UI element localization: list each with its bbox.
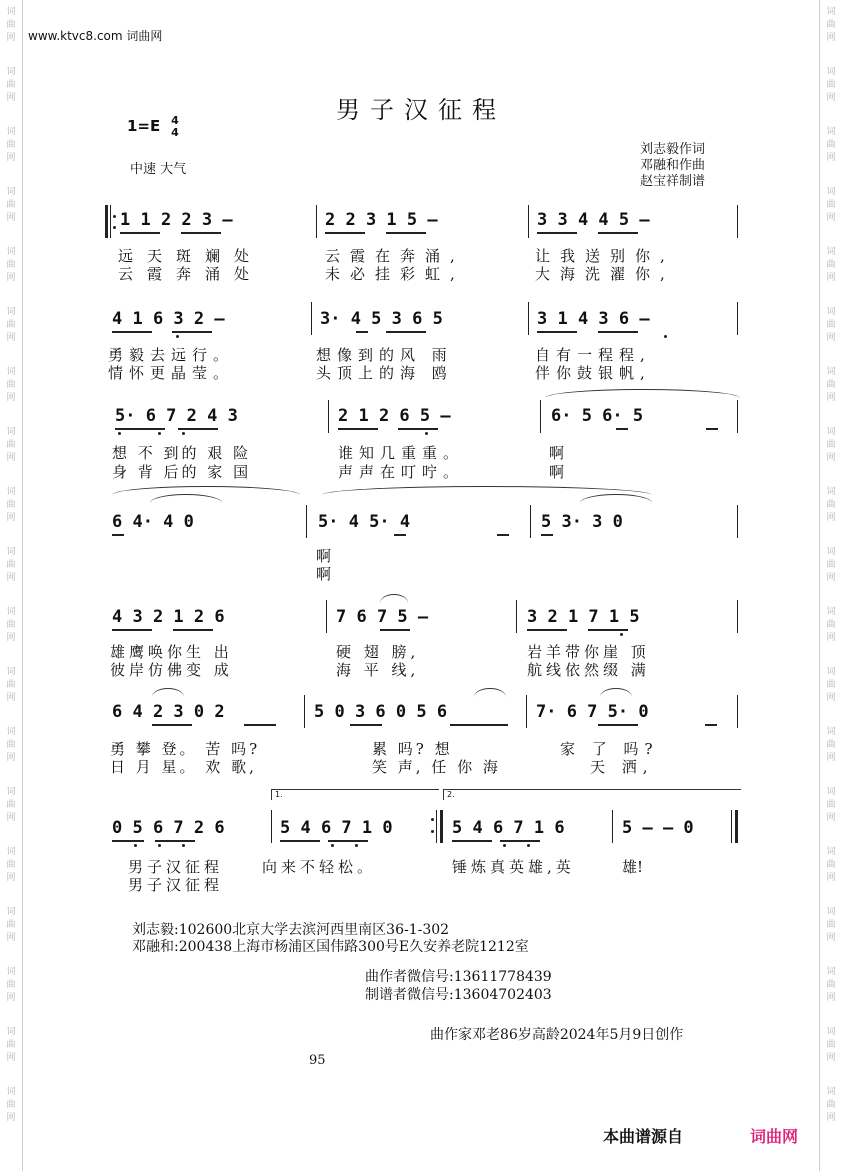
repeat-dot: [431, 830, 434, 833]
beam: [115, 428, 165, 430]
beam: [181, 232, 221, 234]
final-barline-thin: [731, 810, 732, 843]
lower-octave-dot: [134, 844, 137, 847]
lower-octave-dot: [158, 432, 161, 435]
credits: [640, 142, 705, 190]
lyric-line-2: 男子汉征程: [128, 876, 224, 894]
beam: [338, 428, 378, 430]
measure-21-notes: 5 4 6 7 1 6: [452, 818, 565, 838]
watermark-mark: 词 曲 网: [826, 967, 836, 1003]
barline: [528, 302, 529, 335]
measure-16-notes: 6 4 2 3 0 2: [112, 702, 225, 722]
slur-arc: [600, 688, 632, 697]
watermark-mark: 词 曲 网: [6, 307, 16, 343]
beam: [598, 232, 638, 234]
beam: [178, 428, 218, 430]
lyric-line-1: 勇 攀 登。 苦 吗?: [110, 740, 261, 758]
composer-address: 邓融和:200438上海市杨浦区国伟路300号E久安养老院1212室: [132, 939, 529, 955]
lower-octave-dot: [425, 432, 428, 435]
measure-15-notes: 3 2 1 7 1 5: [527, 607, 640, 627]
measure-8-notes: 2 1 2 6 5 –: [338, 406, 451, 426]
watermark-mark: 词 曲 网: [6, 7, 16, 43]
beam: [497, 534, 509, 536]
barline: [612, 810, 613, 843]
barline: [530, 505, 531, 538]
beam: [394, 534, 406, 536]
barline: [306, 505, 307, 538]
lyricist-address: 刘志毅:102600北京大学去滨河西里南区36-1-302: [132, 922, 450, 938]
lyric-line-1: 勇毅去远行。: [108, 346, 235, 364]
measure-12-notes: 5 3· 3 0: [541, 512, 623, 532]
watermark-mark: 词 曲 网: [6, 847, 16, 883]
lyric-line-2: 情怀更晶莹。: [108, 364, 235, 382]
slur-arc: [150, 494, 222, 503]
beam: [244, 724, 276, 726]
barline: [516, 600, 517, 633]
lyric-line-1: 男子汉征程: [128, 858, 224, 876]
barline: [526, 695, 527, 728]
final-barline-thick: [735, 810, 738, 843]
lyric-line-1: 自有一程程,: [535, 346, 651, 364]
repeat-start-barline: [105, 205, 108, 238]
lyric-line-2: 航线依然缀 满: [527, 661, 650, 679]
repeat-dot: [431, 818, 434, 821]
lyric-line-1: 岩羊带你崖 顶: [527, 643, 650, 661]
beam: [112, 331, 152, 333]
measure-14-notes: 7 6 7 5 –: [336, 607, 429, 627]
lyric-line-2: 伴你鼓银帆,: [535, 364, 651, 382]
watermark-mark: 词 曲 网: [6, 907, 16, 943]
watermark-mark: 词 曲 网: [826, 427, 836, 463]
key-signature: 1=E: [127, 117, 161, 135]
lyric-line-1: 累 吗? 想: [372, 740, 453, 758]
arranger-wechat: 制谱者微信号:13604702403: [365, 987, 552, 1003]
measure-13-notes: 4 3 2 1 2 6: [112, 607, 225, 627]
beam: [616, 428, 628, 430]
watermark-mark: 词 曲 网: [826, 247, 836, 283]
watermark-mark: 词 曲 网: [826, 727, 836, 763]
watermark-mark: 词 曲 网: [826, 1087, 836, 1123]
beam: [537, 232, 577, 234]
watermark-mark: 词 曲 网: [826, 547, 836, 583]
tie-arc: [580, 494, 652, 503]
watermark-mark: 词 曲 网: [826, 667, 836, 703]
measure-7-notes: 5· 6 7 2 4 3: [115, 406, 238, 426]
lower-octave-dot: [118, 432, 121, 435]
watermark-mark: 词 曲 网: [826, 787, 836, 823]
barline: [316, 205, 317, 238]
watermark-mark: 词 曲 网: [6, 367, 16, 403]
watermark-mark: 词 曲 网: [826, 127, 836, 163]
measure-18-notes: 7· 6 7 5· 0: [536, 702, 649, 722]
site-name[interactable]: 词曲网: [126, 29, 163, 43]
beam: [120, 232, 160, 234]
source-site-link[interactable]: 词曲网: [750, 1127, 799, 1146]
lyric-line-2: 啊: [549, 463, 565, 481]
watermark-mark: 词 曲 网: [826, 367, 836, 403]
watermark-mark: 词 曲 网: [6, 427, 16, 463]
watermark-mark: 词 曲 网: [6, 727, 16, 763]
beam: [173, 629, 213, 631]
beam: [500, 840, 540, 842]
watermark-mark: 词 曲 网: [6, 187, 16, 223]
lyric-line-1: 啊: [549, 444, 565, 462]
lyric-line-2: 彼岸仿佛变 成: [110, 661, 233, 679]
lower-octave-dot: [664, 335, 667, 338]
watermark-mark: 词 曲 网: [826, 7, 836, 43]
beam: [541, 534, 553, 536]
page-number: 95: [309, 1053, 326, 1068]
lower-octave-dot: [620, 633, 623, 636]
barline: [326, 600, 327, 633]
measure-4-notes: 4 1 6 3 2 –: [112, 309, 225, 329]
measure-17-notes: 5 0 3 6 0 5 6: [314, 702, 448, 722]
watermark-mark: 词 曲 网: [6, 127, 16, 163]
repeat-end-barline-thick: [440, 810, 443, 843]
left-watermark-strip: [0, 0, 23, 1171]
lower-octave-dot: [158, 844, 161, 847]
beam: [452, 840, 492, 842]
measure-3-notes: 3 3 4 4 5 –: [537, 210, 650, 230]
barline: [528, 205, 529, 238]
site-header[interactable]: [28, 27, 162, 44]
watermark-mark: 词 曲 网: [6, 967, 16, 1003]
barline: [737, 695, 738, 728]
time-signature-top: 4: [171, 114, 179, 127]
beam: [598, 331, 638, 333]
measure-2-notes: 2 2 3 1 5 –: [325, 210, 438, 230]
lyric-line-2: 海 平 线,: [336, 661, 420, 679]
beam: [705, 724, 717, 726]
watermark-mark: 词 曲 网: [6, 1027, 16, 1063]
measure-9-notes: 6· 5 6· 5: [551, 406, 644, 426]
lyric-line-2: 云霞奔涌处: [118, 265, 264, 283]
measure-20-notes: 5 4 6 7 1 0: [280, 818, 393, 838]
watermark-mark: 词 曲 网: [6, 547, 16, 583]
barline: [737, 600, 738, 633]
watermark-mark: 词 曲 网: [6, 607, 16, 643]
measure-1-notes: 1 1 2 2 3 –: [120, 210, 233, 230]
second-ending-bracket: 2.: [443, 789, 741, 800]
lower-octave-dot: [503, 844, 506, 847]
lyric-line-2: 头顶上的海 鸥: [316, 364, 453, 382]
beam: [112, 840, 144, 842]
lower-octave-dot: [527, 844, 530, 847]
right-watermark-strip: [819, 0, 842, 1171]
barline: [737, 505, 738, 538]
beam: [537, 331, 577, 333]
lyric-line-1: 锤炼真英雄,英: [452, 858, 575, 876]
watermark-mark: 词 曲 网: [826, 487, 836, 523]
lower-octave-dot: [331, 844, 334, 847]
first-ending-bracket: 1.: [271, 789, 439, 800]
lyric-line-2: 日 月 星。 欢 歌,: [110, 758, 257, 776]
slur-arc: [380, 594, 408, 603]
lyric-line-2: 声声在叮咛。: [338, 463, 465, 481]
measure-10-notes: 6 4· 4 0: [112, 512, 194, 532]
lower-octave-dot: [182, 844, 185, 847]
watermark-mark: 词 曲 网: [826, 67, 836, 103]
watermark-mark: 词 曲 网: [826, 907, 836, 943]
watermark-mark: 词 曲 网: [6, 1087, 16, 1123]
beam: [386, 331, 426, 333]
barline: [271, 810, 272, 843]
beam: [380, 629, 410, 631]
lyric-line-1: 想 不 到的 艰 险: [112, 444, 252, 462]
beam: [706, 428, 718, 430]
barline: [311, 302, 312, 335]
tie-arc: [545, 389, 740, 398]
barline: [328, 400, 329, 433]
watermark-mark: 词 曲 网: [6, 247, 16, 283]
lyric-line-2: 啊: [316, 565, 332, 583]
measure-5-notes: 3· 4 5 3 6 5: [320, 309, 443, 329]
lyric-line-1: 硬 翅 膀,: [336, 643, 420, 661]
lyric-line-1: 谁知几重重。: [338, 444, 465, 462]
lyric-line-2: 天 洒,: [590, 758, 654, 776]
lower-octave-dot: [176, 335, 179, 338]
lower-octave-dot: [182, 432, 185, 435]
beam: [356, 331, 368, 333]
watermark-mark: 词 曲 网: [826, 1027, 836, 1063]
lyric-line-2: 大海洗濯你,: [535, 265, 675, 283]
repeat-dot: [113, 215, 116, 218]
tempo-marking: 中速 大气: [130, 162, 187, 177]
barline: [737, 205, 738, 238]
song-title: 男子汉征程: [336, 96, 506, 124]
arranger-credit: 赵宝祥制谱: [640, 174, 706, 189]
beam: [328, 840, 368, 842]
beam: [325, 232, 365, 234]
watermark-mark: 词 曲 网: [826, 847, 836, 883]
barline: [540, 400, 541, 433]
barline: [304, 695, 305, 728]
repeat-end-barline: [436, 810, 437, 843]
composition-note: 曲作家邓老86岁高龄2024年5月9日创作: [430, 1027, 684, 1043]
lyric-line-1: 云霞在奔涌,: [325, 247, 465, 265]
lower-octave-dot: [355, 844, 358, 847]
watermark-mark: 词 曲 网: [6, 787, 16, 823]
lyric-line-1: 啊: [316, 547, 332, 565]
beam: [598, 724, 638, 726]
beam: [155, 840, 195, 842]
composer-wechat: 曲作者微信号:13611778439: [365, 969, 552, 985]
beam: [588, 629, 628, 631]
beam: [350, 724, 382, 726]
repeat-start-thin-line: [110, 205, 111, 238]
watermark-mark: 词 曲 网: [6, 487, 16, 523]
watermark-mark: 词 曲 网: [826, 307, 836, 343]
beam: [280, 840, 320, 842]
lyric-line-1: 家 了 吗?: [560, 740, 659, 758]
lyric-line-2: 身 背 后的 家 国: [112, 463, 252, 481]
source-label: 本曲谱源自: [603, 1127, 684, 1146]
lyric-line-1: 雄!: [622, 858, 644, 876]
lyric-line-1: 雄鹰唤你生 出: [110, 643, 233, 661]
measure-22-notes: 5 – – 0: [622, 818, 694, 838]
beam: [112, 534, 124, 536]
lyric-line-1: 想像到的风 雨: [316, 346, 453, 364]
barline: [737, 302, 738, 335]
tie-arc: [112, 486, 300, 495]
lyric-line-1: 向来不轻松。: [262, 858, 377, 876]
beam: [172, 331, 212, 333]
lyricist-credit: 刘志毅作词: [640, 142, 706, 157]
measure-19-notes: 0 5 6 7 2 6: [112, 818, 225, 838]
beam: [527, 629, 567, 631]
barline: [737, 400, 738, 433]
watermark-mark: 词 曲 网: [6, 67, 16, 103]
slur-arc: [474, 688, 506, 697]
beam: [112, 629, 152, 631]
lyric-line-1: 远天斑斓处: [118, 247, 264, 265]
watermark-mark: 词 曲 网: [826, 607, 836, 643]
beam: [386, 232, 426, 234]
repeat-dot: [113, 226, 116, 229]
beam: [152, 724, 192, 726]
measure-6-notes: 3 1 4 3 6 –: [537, 309, 650, 329]
lyric-line-1: 让我送别你,: [535, 247, 675, 265]
lyric-line-2: 未必挂彩虹,: [325, 265, 465, 283]
watermark-mark: 词 曲 网: [826, 187, 836, 223]
measure-11-notes: 5· 4 5· 4: [318, 512, 411, 532]
slur-arc: [152, 688, 184, 697]
lyric-line-2: 笑 声, 任 你 海: [372, 758, 501, 776]
site-url[interactable]: www.ktvc8.com: [28, 29, 123, 43]
watermark-mark: 词 曲 网: [6, 667, 16, 703]
time-signature-bottom: 4: [171, 126, 179, 139]
beam: [398, 428, 438, 430]
beam: [450, 724, 508, 726]
composer-credit: 邓融和作曲: [640, 158, 706, 173]
